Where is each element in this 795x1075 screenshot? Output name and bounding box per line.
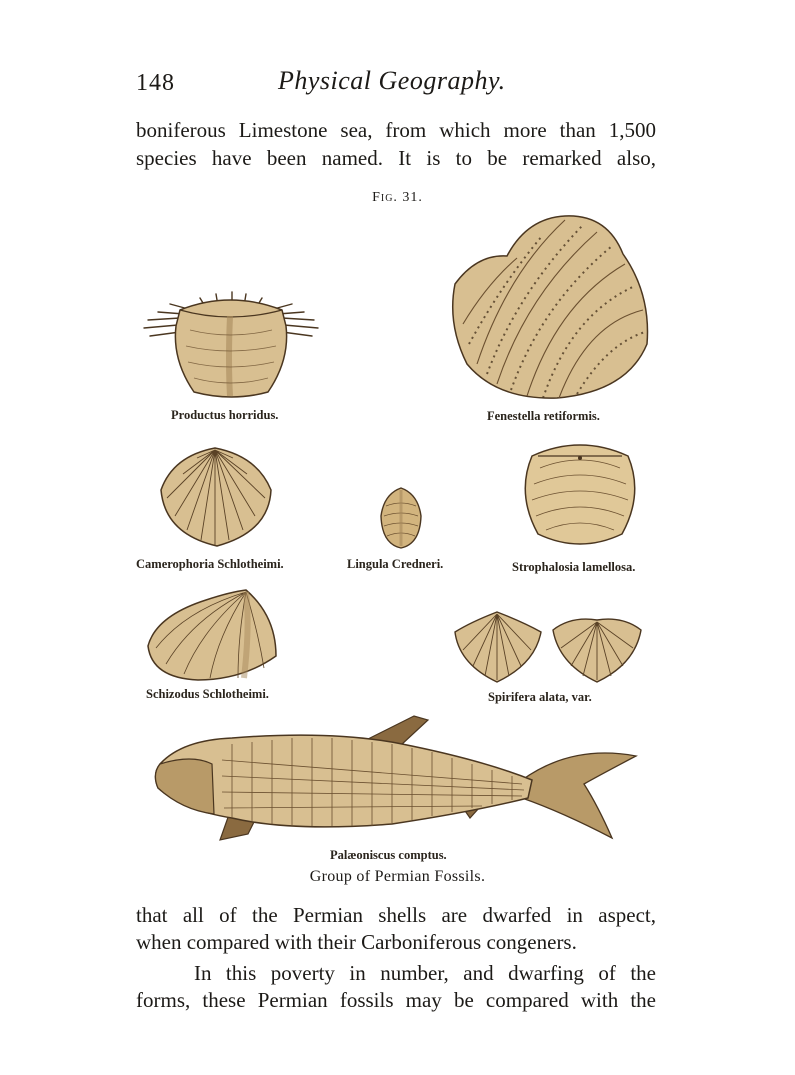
figure-title: Group of Permian Fossils. [309, 868, 486, 885]
caption-spirifera-alata: Spirifera alata, var. [488, 690, 592, 704]
fenestella-retiformis-illustration [447, 214, 653, 400]
page-number: 148 [136, 70, 175, 96]
lingula-credneri-illustration [378, 486, 424, 550]
caption-camerophoria-schlotheimi: Camerophoria Schlotheimi. [136, 557, 284, 571]
strophalosia-lamellosa-illustration [518, 438, 642, 550]
caption-schizodus-schlotheimi: Schizodus Schlotheimi. [146, 687, 269, 701]
body-text-line: forms, these Permian fossils may be compared with the [136, 988, 656, 1012]
palaeoniscus-comptus-illustration [152, 714, 638, 844]
body-text-line: In this poverty in number, and dwarfing of the [136, 961, 656, 985]
running-head [136, 66, 656, 98]
spirifera-alata-illustration [451, 610, 643, 684]
caption-strophalosia-lamellosa: Strophalosia lamellosa. [512, 560, 636, 574]
productus-horridus-illustration [140, 290, 322, 400]
caption-palaeoniscus-comptus: Palæoniscus comptus. [330, 848, 447, 862]
body-text-line: species have been named. It is to be remarked also, [136, 146, 656, 170]
body-text-line: that all of the Permian shells are dwarfed in aspect, [136, 903, 656, 927]
body-text-line: when compared with their Carboniferous congeners. [136, 930, 577, 954]
caption-productus-horridus: Productus horridus. [171, 408, 279, 422]
figure-number: Fig. 31. [372, 190, 423, 205]
schizodus-schlotheimi-illustration [146, 586, 280, 682]
caption-fenestella-retiformis: Fenestella retiformis. [487, 409, 600, 423]
camerophoria-schlotheimi-illustration [157, 446, 275, 548]
running-title: Physical Geography. [278, 66, 506, 95]
caption-lingula-credneri: Lingula Credneri. [347, 557, 444, 571]
body-text-line: boniferous Limestone sea, from which more than 1,500 [136, 118, 656, 142]
